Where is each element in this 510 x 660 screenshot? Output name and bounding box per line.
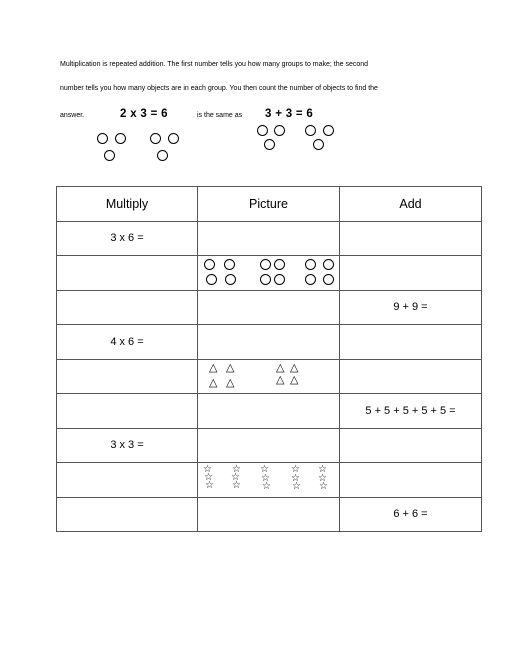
table-row	[57, 359, 482, 394]
add-cell: 5 + 5 + 5 + 5 + 5 =	[340, 394, 482, 429]
table-row	[57, 428, 482, 463]
star-icon: ☆	[260, 464, 269, 475]
add-cell	[340, 428, 482, 463]
triangle-icon: △	[226, 376, 235, 389]
circle-icon	[305, 259, 316, 270]
circle-icon	[323, 274, 334, 285]
triangle-icon: △	[226, 361, 235, 374]
header-picture: Picture	[198, 187, 340, 222]
table-row	[57, 290, 482, 325]
circle-icon	[313, 139, 324, 150]
add-cell	[340, 325, 482, 360]
picture-cell	[198, 256, 340, 291]
star-icon: ☆	[204, 472, 213, 483]
circle-icon	[150, 133, 161, 144]
intro-line-3: answer.	[60, 112, 85, 119]
picture-cell	[198, 394, 340, 429]
star-icon: ☆	[232, 464, 241, 475]
circle-icon	[323, 125, 334, 136]
star-icon: ☆	[291, 473, 300, 484]
multiply-cell: 4 x 6 =	[57, 325, 198, 360]
circle-icon	[224, 259, 235, 270]
picture-cell	[198, 428, 340, 463]
circle-icon	[168, 133, 179, 144]
star-icon: ☆	[318, 464, 327, 475]
picture-cell	[198, 463, 340, 498]
triangle-icon: △	[290, 373, 299, 386]
circle-icon	[305, 125, 316, 136]
intro-line-1: Multiplication is repeated addition. The first number tells you how many groups to make; the second	[60, 61, 369, 68]
circle-icon	[225, 274, 236, 285]
triangle-icon: △	[290, 361, 299, 374]
circle-icon	[260, 274, 271, 285]
triangle-icon: △	[276, 361, 285, 374]
multiply-cell: 3 x 3 =	[57, 428, 198, 463]
example-multiply: 2 x 3 = 6	[120, 108, 168, 120]
star-icon: ☆	[205, 480, 214, 491]
multiply-cell	[57, 256, 198, 291]
circle-icon	[264, 139, 275, 150]
picture-cell	[198, 221, 340, 256]
triangle-icon: △	[276, 373, 285, 386]
header-add: Add	[340, 187, 482, 222]
circle-icon	[104, 150, 115, 161]
star-icon: ☆	[231, 472, 240, 483]
circle-icon	[97, 133, 108, 144]
multiply-cell: 3 x 6 =	[57, 221, 198, 256]
triangle-icon: △	[209, 361, 218, 374]
table-header-row	[57, 187, 482, 222]
circle-icon	[274, 274, 285, 285]
star-icon: ☆	[318, 473, 327, 484]
header-multiply: Multiply	[57, 187, 198, 222]
table-row	[57, 256, 482, 291]
multiply-cell	[57, 359, 198, 394]
circle-icon	[323, 259, 334, 270]
circle-icon	[260, 259, 271, 270]
add-cell	[340, 463, 482, 498]
multiply-cell	[57, 290, 198, 325]
table-row	[57, 497, 482, 532]
table-row	[57, 221, 482, 256]
picture-cell	[198, 497, 340, 532]
add-cell: 9 + 9 =	[340, 290, 482, 325]
picture-cell	[198, 290, 340, 325]
add-cell	[340, 256, 482, 291]
circle-icon	[115, 133, 126, 144]
intro-line-2: number tells you how many objects are in each group. You then count the number of objects to find the	[60, 85, 378, 92]
circle-icon	[206, 274, 217, 285]
star-icon: ☆	[261, 473, 270, 484]
star-icon: ☆	[203, 464, 212, 475]
multiply-cell	[57, 497, 198, 532]
picture-cell	[198, 325, 340, 360]
add-cell	[340, 221, 482, 256]
multiply-cell	[57, 394, 198, 429]
example-add: 3 + 3 = 6	[265, 108, 314, 120]
same-as-label: is the same as	[197, 112, 243, 119]
star-icon: ☆	[291, 464, 300, 475]
circle-icon	[157, 150, 168, 161]
star-icon: ☆	[319, 481, 328, 492]
star-icon: ☆	[232, 480, 241, 491]
table-row	[57, 394, 482, 429]
worksheet-table	[56, 186, 482, 532]
add-cell	[340, 359, 482, 394]
multiply-cell	[57, 463, 198, 498]
circle-icon	[274, 259, 285, 270]
table-row	[57, 463, 482, 498]
star-icon: ☆	[292, 481, 301, 492]
circle-icon	[204, 259, 215, 270]
circle-icon	[257, 125, 268, 136]
star-icon: ☆	[262, 481, 271, 492]
circle-icon	[274, 125, 285, 136]
table-row	[57, 325, 482, 360]
triangle-icon: △	[209, 376, 218, 389]
circle-icon	[305, 274, 316, 285]
add-cell: 6 + 6 =	[340, 497, 482, 532]
picture-cell	[198, 359, 340, 394]
